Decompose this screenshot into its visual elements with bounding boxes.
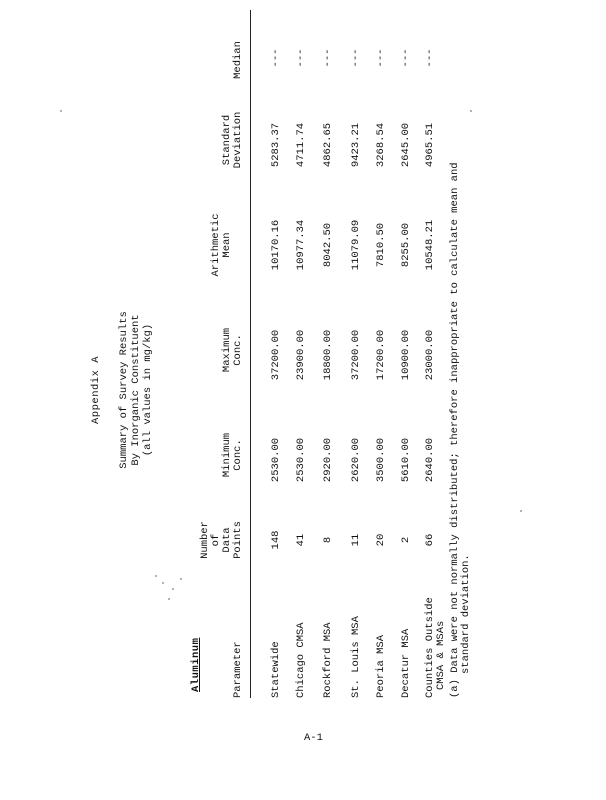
row-std-deviation: 2645.00: [400, 122, 412, 168]
row-maximum: 37200.00: [350, 329, 362, 381]
row-parameter: St. Louis MSA: [350, 616, 362, 698]
row-minimum: 2530.00: [295, 437, 307, 483]
row-mean: 10977.34: [295, 219, 307, 271]
row-parameter: Rockford MSA: [322, 622, 334, 698]
footnote: [450, 18, 472, 698]
row-mean: 8255.00: [400, 222, 412, 268]
row-std-deviation: 5283.37: [270, 122, 282, 168]
row-std-deviation: 4711.74: [295, 122, 307, 168]
row-data-points: 66: [424, 533, 436, 547]
row-maximum: 17200.00: [375, 329, 387, 381]
table-row: [350, 20, 362, 760]
table-row: [322, 20, 334, 760]
row-minimum: 3500.00: [375, 437, 387, 483]
row-maximum: 10900.00: [400, 329, 412, 381]
row-parameter: Peoria MSA: [375, 634, 387, 698]
summary-units: (all values in mg/kg): [142, 323, 154, 457]
row-data-points: 8: [322, 536, 334, 544]
row-data-points: 148: [270, 530, 282, 550]
row-median: ---: [322, 48, 334, 68]
row-mean: 10170.16: [270, 219, 282, 271]
column-header-median: Median: [232, 41, 244, 79]
row-data-points: 11: [350, 533, 362, 547]
row-median: ---: [375, 48, 387, 68]
table-row: [400, 20, 412, 760]
row-mean: 10548.21: [424, 219, 436, 271]
table-row: [424, 20, 447, 760]
table-row: [270, 20, 282, 760]
row-minimum: 5610.00: [400, 437, 412, 483]
row-std-deviation: 9423.21: [350, 122, 362, 168]
row-maximum: 18800.00: [322, 329, 334, 381]
header-rule: [250, 10, 251, 698]
row-mean: 7810.50: [375, 222, 387, 268]
table-row: [295, 20, 307, 760]
column-header-mean: Arithmetic Mean: [210, 213, 233, 277]
section-heading: Aluminum: [190, 637, 202, 692]
row-parameter-continued: CMSA & MSAs: [435, 620, 447, 690]
page-number: A-1: [304, 732, 323, 744]
row-median: ---: [424, 48, 436, 68]
row-minimum: 2920.00: [322, 437, 334, 483]
column-header-std-deviation: Standard Deviation: [221, 111, 244, 169]
row-minimum: 2620.00: [350, 437, 362, 483]
row-parameter: Decatur MSA: [400, 628, 412, 698]
row-std-deviation: 4965.51: [424, 122, 436, 168]
summary-title: Summary of Survey Results: [118, 311, 130, 469]
row-mean: 8042.50: [322, 222, 334, 268]
row-maximum: 23000.00: [424, 329, 436, 381]
row-maximum: 23900.00: [295, 329, 307, 381]
row-parameter: Counties Outside: [424, 597, 436, 698]
row-median: ---: [400, 48, 412, 68]
summary-subtitle: By Inorganic Constituent: [130, 314, 142, 466]
row-minimum: 2640.00: [424, 437, 436, 483]
row-data-points: 2: [400, 536, 412, 544]
row-data-points: 20: [375, 533, 387, 547]
row-parameter: Statewide: [270, 641, 282, 698]
table-row: [375, 20, 387, 760]
row-std-deviation: 4862.65: [322, 122, 334, 168]
footnote-line-1: (a) Data were not normally distributed; therefore inappropriate to calculate mean and: [449, 162, 461, 698]
row-std-deviation: 3268.54: [375, 122, 387, 168]
row-maximum: 37200.00: [270, 329, 282, 381]
column-header-parameter: Parameter: [232, 641, 244, 698]
column-header-data-points: Number of Data Points: [199, 521, 244, 559]
row-median: ---: [270, 48, 282, 68]
column-header-minimum: Minimum Conc.: [221, 432, 244, 478]
row-minimum: 2530.00: [270, 437, 282, 483]
appendix-title: Appendix A: [90, 356, 102, 425]
row-parameter: Chicago CMSA: [295, 622, 307, 698]
row-mean: 11079.09: [350, 219, 362, 271]
column-header-maximum: Maximum Conc.: [221, 327, 244, 373]
scan-speck: [520, 510, 522, 512]
row-median: ---: [295, 48, 307, 68]
row-median: ---: [350, 48, 362, 68]
row-data-points: 41: [295, 533, 307, 547]
footnote-line-2: standard deviation.: [460, 554, 472, 674]
rotated-page: [30, 20, 500, 760]
